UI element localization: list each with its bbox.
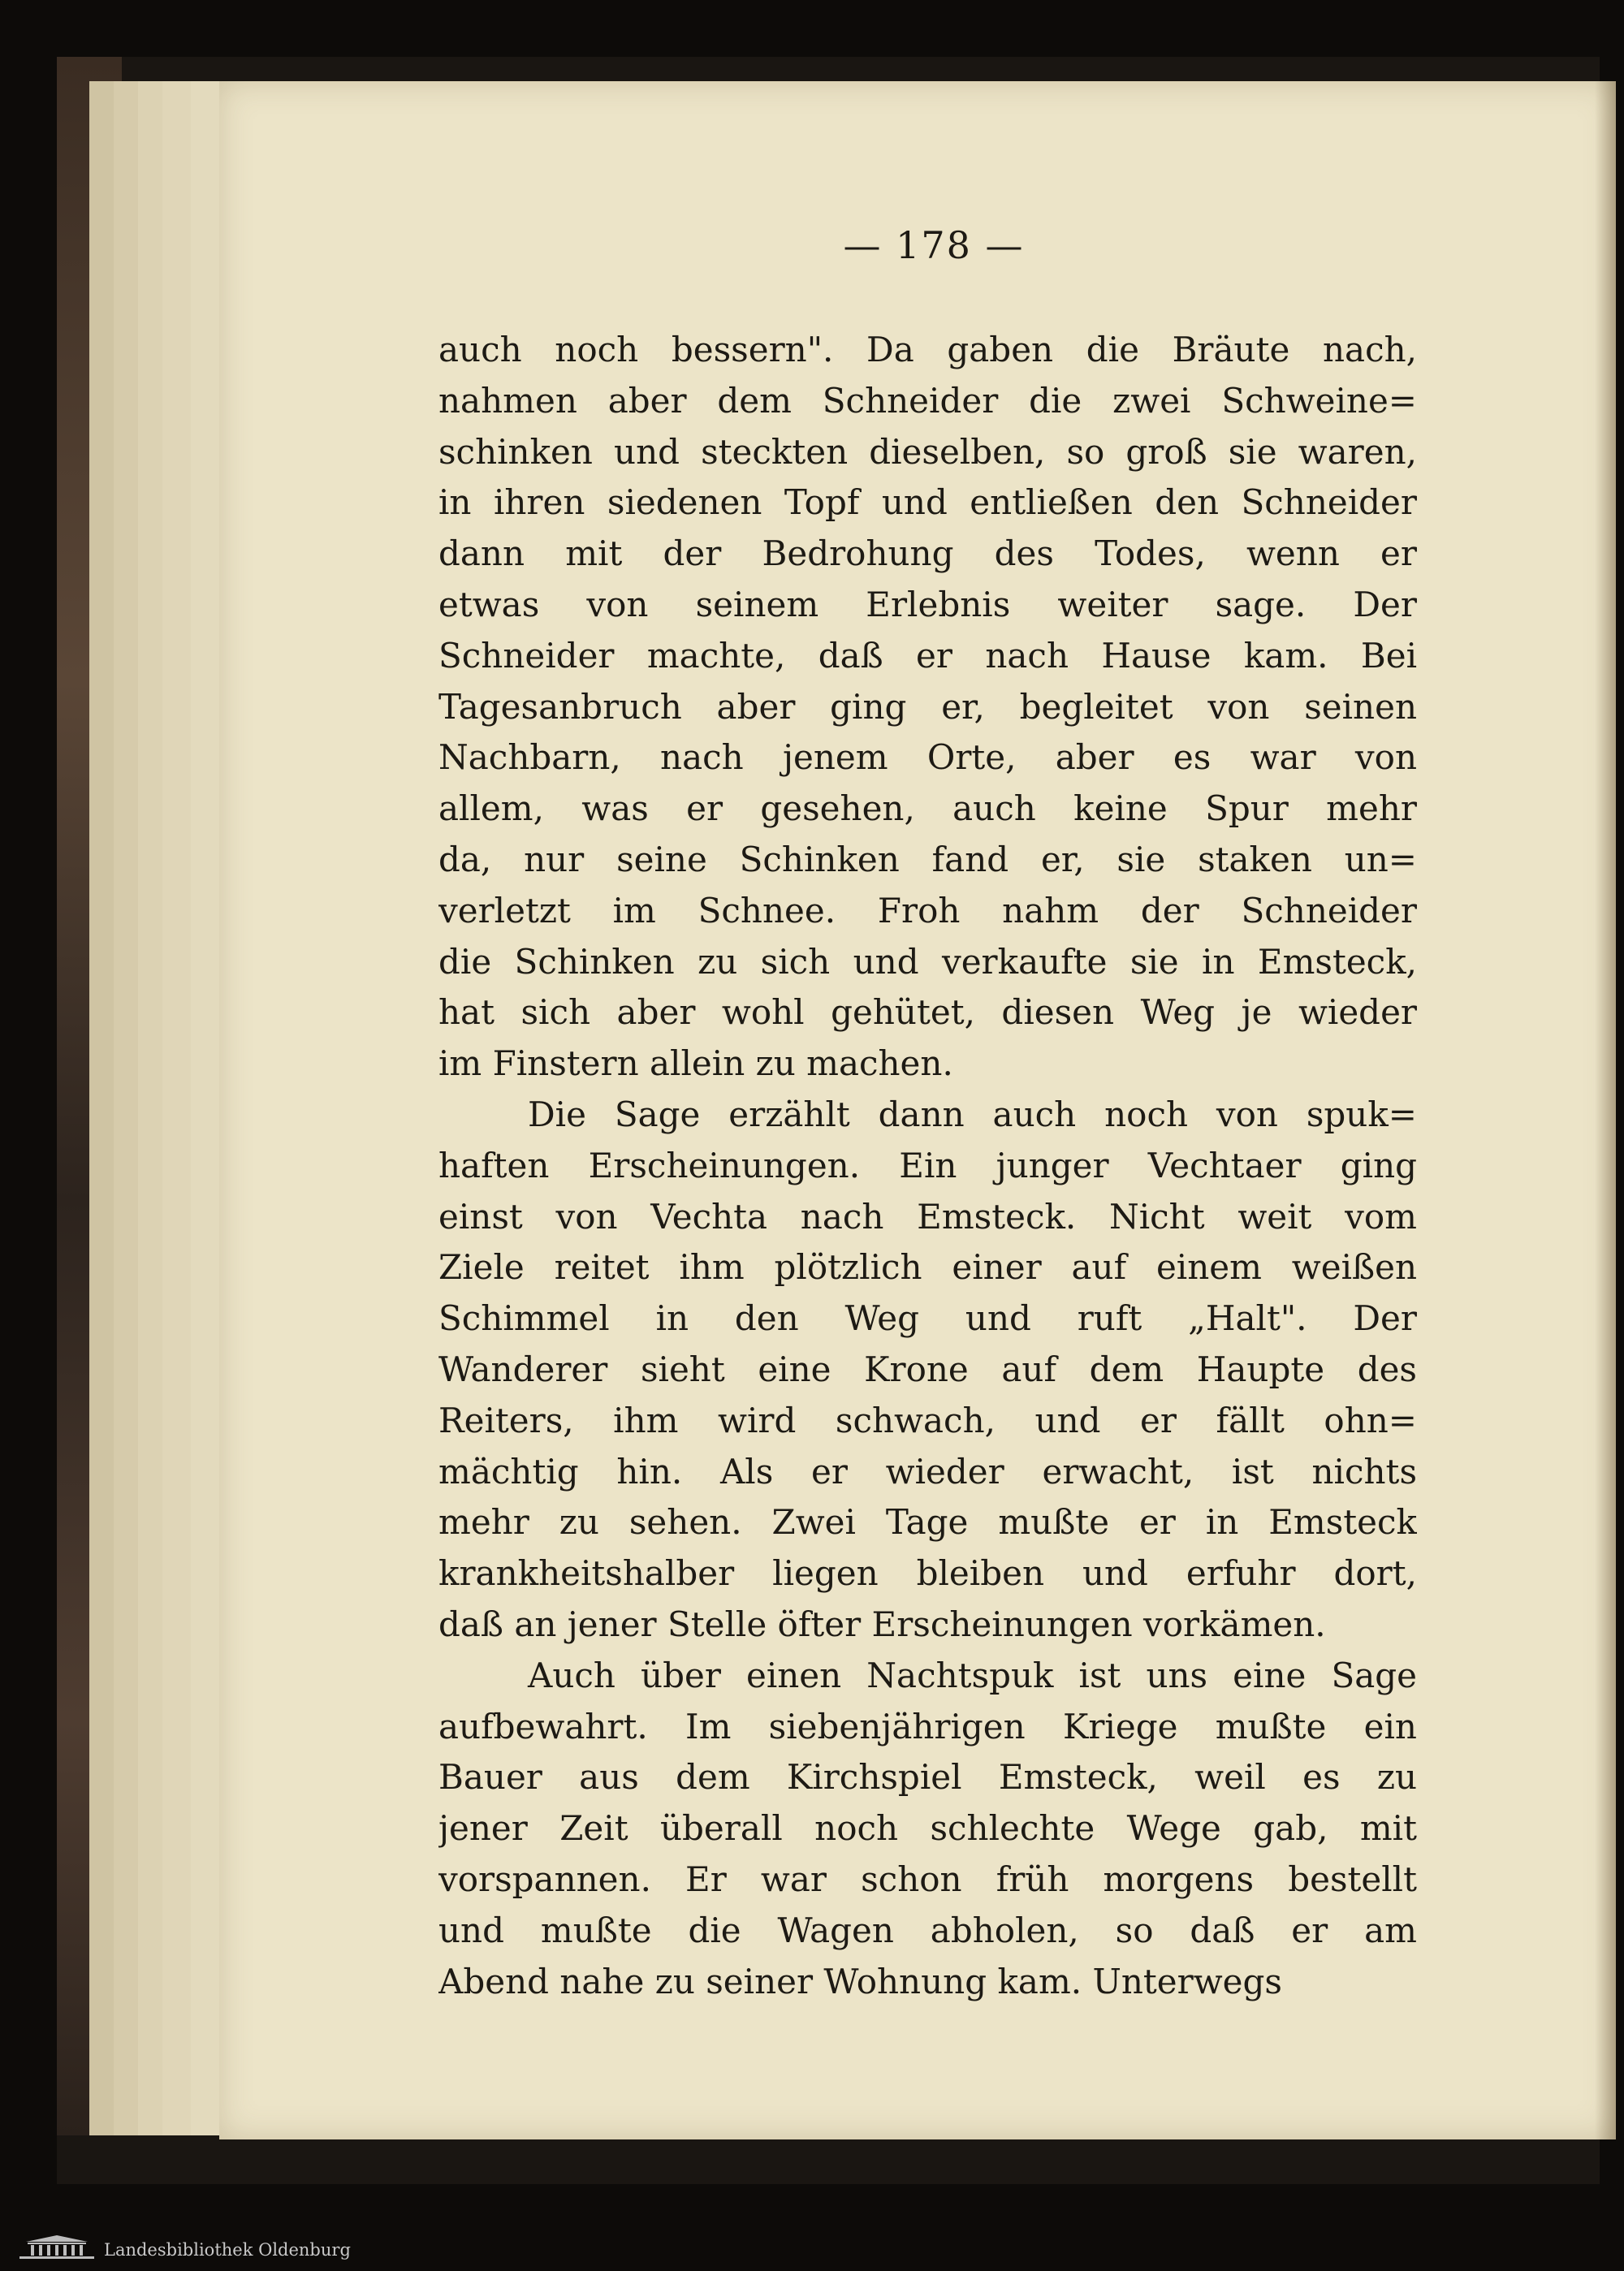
text-line: die Schinken zu sich und verkaufte sie in Emsteck, [438,941,1417,982]
text-line: etwas von seinem Erlebnis weiter sage. Der [438,584,1417,624]
text-line: Schneider machte, daß er nach Hause kam. Bei [438,635,1417,676]
text-line: mächtig hin. Als er wieder erwacht, ist nichts [438,1451,1417,1492]
text-line: Bauer aus dem Kirchspiel Emsteck, weil es zu [438,1757,1417,1798]
text-line: in ihren siedenen Topf und entließen den Schneider [438,482,1417,523]
text-line: da, nur seine Schinken fand er, sie staken un= [438,839,1417,879]
text-line: allem, was er gesehen, auch keine Spur mehr [438,788,1417,829]
text-line: Tagesanbruch aber ging er, begleitet von seinen [438,686,1417,727]
text-line: und mußte die Wagen abholen, so daß er am [438,1910,1417,1950]
page-number: — 178 — [843,223,1025,267]
library-building-icon [18,2234,96,2260]
text-line: auch noch bessern". Da gaben die Bräute nach, [438,330,1417,369]
text-line: einst von Vechta nach Emsteck. Nicht weit vom [438,1196,1417,1237]
text-line: krankheitshalber liegen bleiben und erfuhr dort, [438,1553,1417,1594]
text-line: Wanderer sieht eine Krone auf dem Haupte des [438,1349,1417,1389]
text-line: daß an jener Stelle öfter Erscheinungen vorkämen. [438,1604,1326,1644]
text-line: jener Zeit überall noch schlechte Wege gab, mit [438,1808,1417,1849]
footer-bar [0,2226,1624,2271]
text-line: dann mit der Bedrohung des Todes, wenn er [438,533,1417,574]
text-line: Auch über einen Nachtspuk ist uns eine Sage [528,1655,1417,1695]
text-line: nahmen aber dem Schneider die zwei Schweine= [438,380,1417,421]
text-line: aufbewahrt. Im siebenjährigen Kriege mußte ein [438,1706,1417,1746]
library-name: Landesbibliothek Oldenburg [104,2240,351,2260]
text-line: Schimmel in den Weg und ruft „Halt". Der [438,1298,1417,1339]
gutter-shadow [1595,81,1616,2139]
text-line: haften Erscheinungen. Ein junger Vechtaer ging [438,1145,1417,1185]
text-line: Die Sage erzählt dann auch noch von spuk= [528,1094,1417,1134]
text-line: im Finstern allein zu machen. [438,1043,953,1084]
text-line: Reiters, ihm wird schwach, und er fällt ohn= [438,1400,1417,1440]
text-line: Abend nahe zu seiner Wohnung kam. Unterwegs [438,1961,1282,2001]
text-line: mehr zu sehen. Zwei Tage mußte er in Emsteck [438,1502,1417,1543]
text-line: Ziele reitet ihm plötzlich einer auf einem weißen [438,1247,1417,1288]
text-line: vorspannen. Er war schon früh morgens bestellt [438,1859,1417,1899]
text-line: Nachbarn, nach jenem Orte, aber es war von [438,737,1417,778]
text-line: verletzt im Schnee. Froh nahm der Schneider [438,890,1417,930]
text-line: hat sich aber wohl gehütet, diesen Weg je wieder [438,992,1417,1033]
text-line: schinken und steckten dieselben, so groß sie waren, [438,431,1417,472]
body-text [438,325,1417,2007]
